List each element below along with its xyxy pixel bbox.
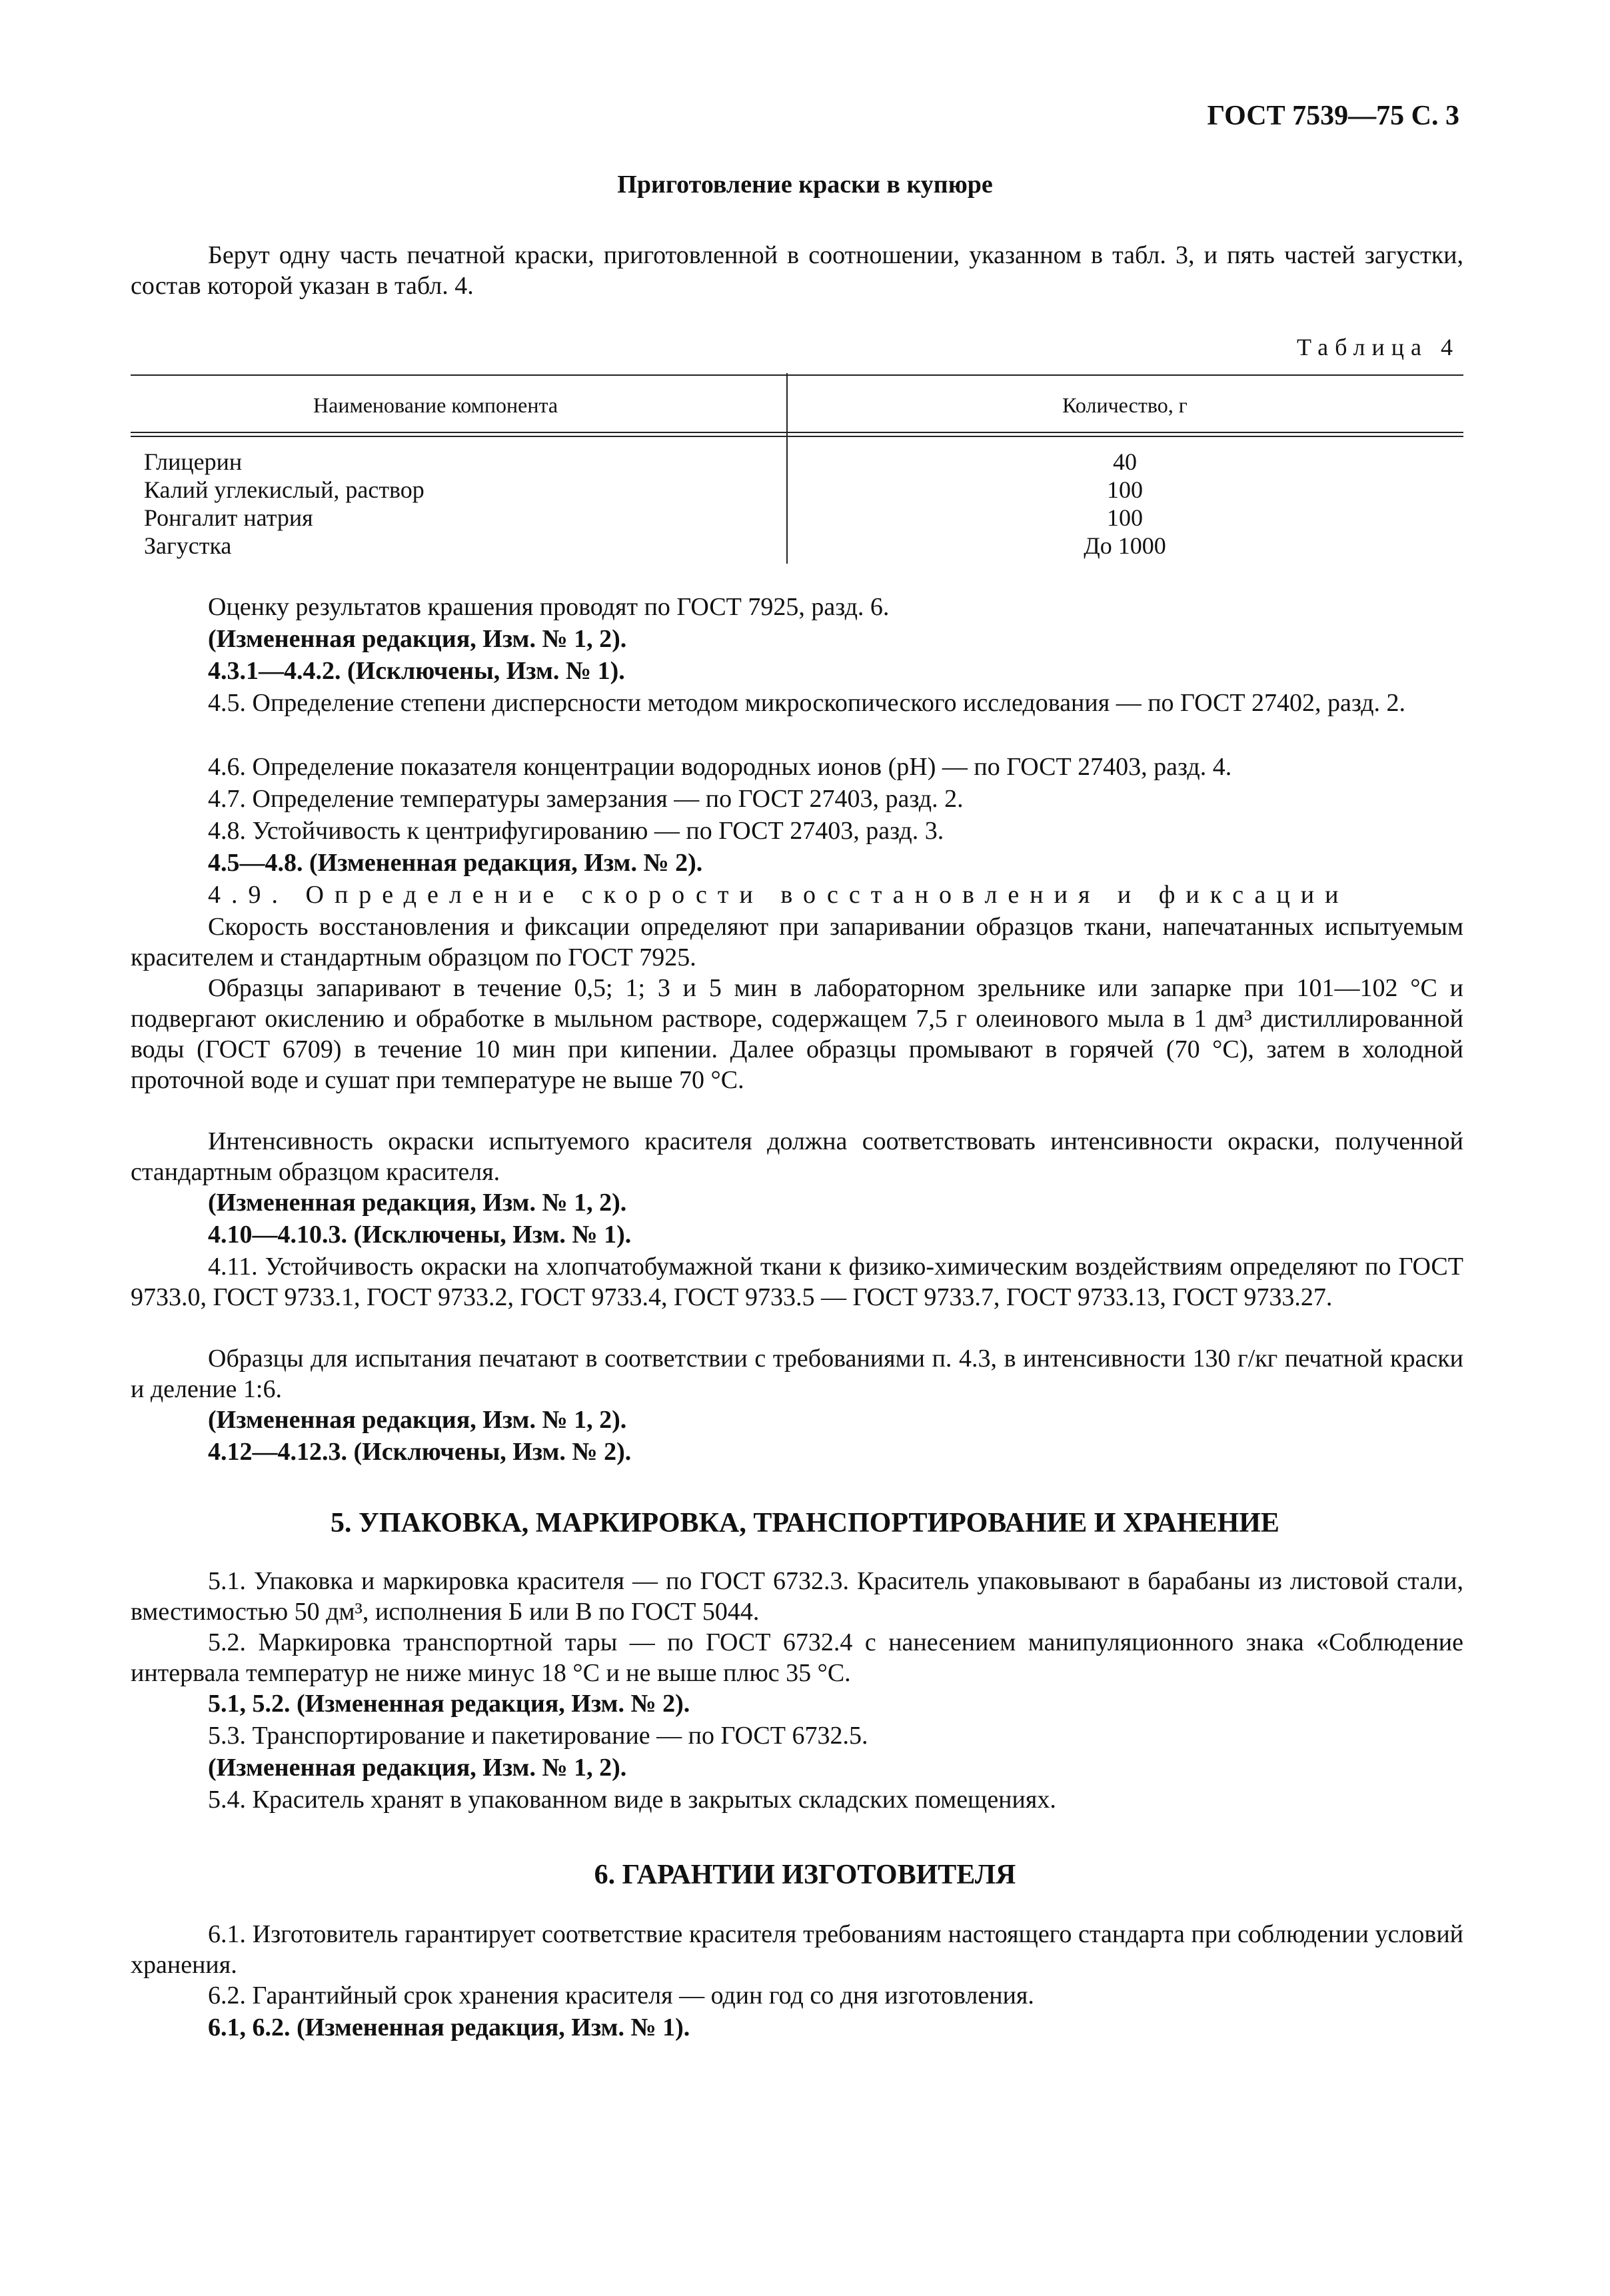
amendment-note: 4.5—4.8. (Измененная редакция, Изм. № 2). [208,849,703,877]
table-row-name: Глицерин [144,448,243,475]
body-paragraph: 5.1. Упаковка и маркировка красителя — по ГОСТ 6732.3. Краситель упаковывают в барабаны из листовой стали, вместимостью 50 дм³, исполнения Б или В по ГОСТ 5044. [131,1567,1463,1626]
body-paragraph: 6.2. Гарантийный срок хранения красителя — один год со дня изготовления. [208,1982,1034,2009]
body-paragraph: Образцы запаривают в течение 0,5; 1; 3 и 5 мин в лабораторном зрельнике или запарке при 101—102 °С и подвергают окислению и обработке в мыльном растворе, содержащем 7,5 г олеинового мыла в 1 дм³ дистиллированной воды (ГОСТ 6709) в течение 10 мин при кипении. Далее образцы промывают в горячей (70 °С), затем в холодной проточной воде и сушат при температуре не выше 70 °С. [131,974,1463,1094]
amendment-note: (Измененная редакция, Изм. № 1, 2). [208,625,627,653]
amendment-note: 6.1, 6.2. (Измененная редакция, Изм. № 1). [208,2013,690,2041]
excluded-note: 4.12—4.12.3. (Исключены, Изм. № 2). [208,1438,632,1466]
body-paragraph: 5.3. Транспортирование и пакетирование — по ГОСТ 6732.5. [208,1722,868,1750]
table-row-qty: 40 [1113,448,1137,475]
table-header-name: Наименование компонента [313,393,558,417]
section-6-heading: 6. ГАРАНТИИ ИЗГОТОВИТЕЛЯ [594,1860,1016,1890]
body-paragraph: 5.2. Маркировка транспортной тары — по ГОСТ 6732.4 с нанесением манипуляционного знака «Соблюдение интервала температур не ниже минус 18 °С и не выше плюс 35 °С. [131,1628,1463,1687]
amendment-note: (Измененная редакция, Изм. № 1, 2). [208,1406,627,1434]
table-row-qty: 100 [1107,476,1143,503]
subsection-heading: 4.9. Определение скорости восстановления и фиксации [208,881,1349,909]
table-top-rule [131,374,1463,376]
body-paragraph: 4.6. Определение показателя концентрации водородных ионов (рН) — по ГОСТ 27403, разд. 4. [208,753,1232,781]
table-row-name: Загустка [144,532,232,559]
body-paragraph: 4.5. Определение степени дисперсности методом микроскопического исследования — по ГОСТ 27402, разд. 2. [208,689,1406,717]
body-paragraph: Скорость восстановления и фиксации определяют при запаривании образцов ткани, напечатанных испытуемым красителем и стандартным образцом по ГОСТ 7925. [131,913,1463,971]
table-header-rule-2 [131,436,1463,437]
body-paragraph: Интенсивность окраски испытуемого красителя должна соответствовать интенсивности окраски, полученной стандартным образцом красителя. [131,1127,1463,1186]
table-row-name: Ронгалит натрия [144,504,313,531]
intro-paragraph: Берут одну часть печатной краски, приготовленной в соотношении, указанном в табл. 3, и пять частей загустки, состав которой указан в табл. 4. [131,241,1463,300]
excluded-note: 4.3.1—4.4.2. (Исключены, Изм. № 1). [208,657,625,685]
body-paragraph: 4.8. Устойчивость к центрифугированию — по ГОСТ 27403, разд. 3. [208,817,944,845]
body-paragraph: 4.11. Устойчивость окраски на хлопчатобумажной ткани к физико-химическим воздействиям определяют по ГОСТ 9733.0, ГОСТ 9733.1, ГОСТ 9733.2, ГОСТ 9733.4, ГОСТ 9733.5 — ГОСТ 9733.7, ГОСТ 9733.13, ГОСТ 9733.27. [131,1253,1463,1311]
section-5-heading: 5. УПАКОВКА, МАРКИРОВКА, ТРАНСПОРТИРОВАНИЕ И ХРАНЕНИЕ [331,1508,1279,1538]
table-row-qty: 100 [1107,504,1143,531]
table-header-rule [131,432,1463,433]
table-row-name: Калий углекислый, раствор [144,476,424,503]
page-header: ГОСТ 7539—75 С. 3 [1207,101,1459,131]
body-paragraph: 4.7. Определение температуры замерзания — по ГОСТ 27403, разд. 2. [208,785,964,813]
body-paragraph: Образцы для испытания печатают в соответствии с требованиями п. 4.3, в интенсивности 130 г/кг печатной краски и деление 1:6. [131,1345,1463,1403]
amendment-note: (Измененная редакция, Изм. № 1, 2). [208,1189,627,1217]
body-paragraph: 6.1. Изготовитель гарантирует соответствие красителя требованиям настоящего стандарта при соблюдении условий хранения. [131,1920,1463,1979]
amendment-note: (Измененная редакция, Изм. № 1, 2). [208,1754,627,1782]
section-title: Приготовление краски в купюре [617,171,993,199]
amendment-note: 5.1, 5.2. (Измененная редакция, Изм. № 2). [208,1690,690,1718]
table-caption: Таблица 4 [1297,334,1459,360]
body-paragraph: Оценку результатов крашения проводят по ГОСТ 7925, разд. 6. [208,593,890,621]
table-header-qty: Количество, г [1062,393,1188,417]
body-paragraph: 5.4. Краситель хранят в упакованном виде в закрытых складских помещениях. [208,1786,1056,1814]
excluded-note: 4.10—4.10.3. (Исключены, Изм. № 1). [208,1221,632,1249]
table-row-qty: До 1000 [1084,532,1166,559]
